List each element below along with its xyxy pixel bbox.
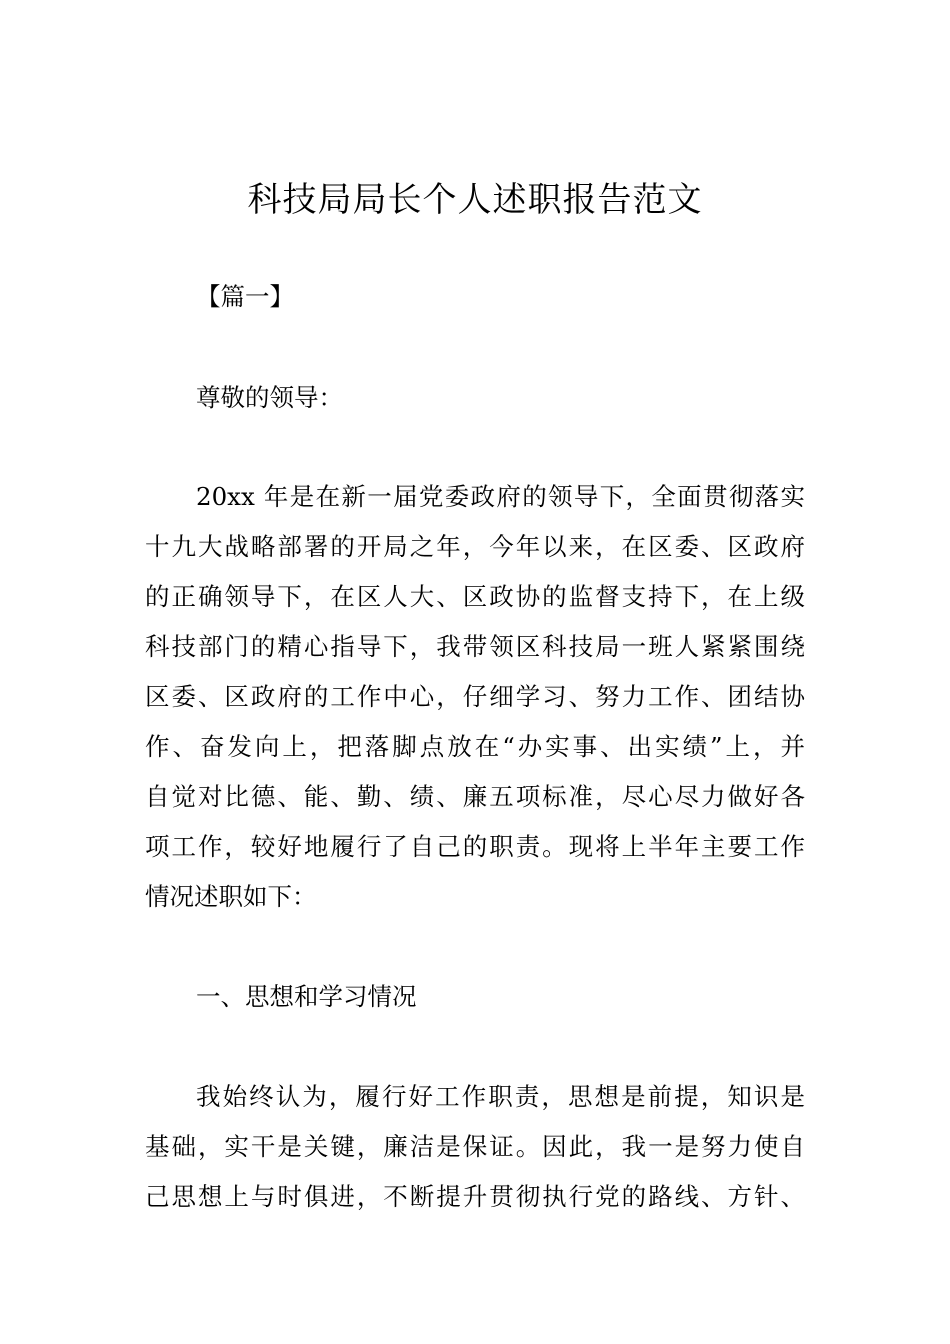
paragraph-line: 我始终认为，履行好工作职责，思想是前提，知识是 — [196, 1082, 805, 1111]
paragraph-line: 基础，实干是关键，廉洁是保证。因此，我一是努力使自 — [145, 1132, 805, 1161]
section-heading: 一、思想和学习情况 — [196, 982, 417, 1011]
paragraph-line: 20xx 年是在新一届党委政府的领导下，全面贯彻落实 — [196, 482, 805, 511]
paragraph-line: 区委、区政府的工作中心，仔细学习、努力工作、团结协 — [145, 682, 805, 711]
paragraph-line: 情况述职如下： — [145, 882, 317, 911]
paragraph-line: 作、奋发向上，把落脚点放在“办实事、出实绩”上，并 — [145, 732, 805, 761]
paragraph-line: 科技部门的精心指导下，我带领区科技局一班人紧紧围绕 — [145, 632, 805, 661]
part-label: 【篇一】 — [196, 282, 294, 311]
document-title: 科技局局长个人述职报告范文 — [247, 180, 703, 220]
paragraph-line: 己思想上与时俱进，不断提升贯彻执行党的路线、方针、 — [145, 1182, 805, 1211]
paragraph-line: 的正确领导下，在区人大、区政协的监督支持下，在上级 — [145, 582, 805, 611]
paragraph-line: 十九大战略部署的开局之年，今年以来，在区委、区政府 — [145, 532, 805, 561]
paragraph-line: 自觉对比德、能、勤、绩、廉五项标准，尽心尽力做好各 — [145, 782, 805, 811]
paragraph-line: 项工作，较好地履行了自己的职责。现将上半年主要工作 — [145, 832, 805, 861]
salutation: 尊敬的领导： — [196, 383, 343, 412]
